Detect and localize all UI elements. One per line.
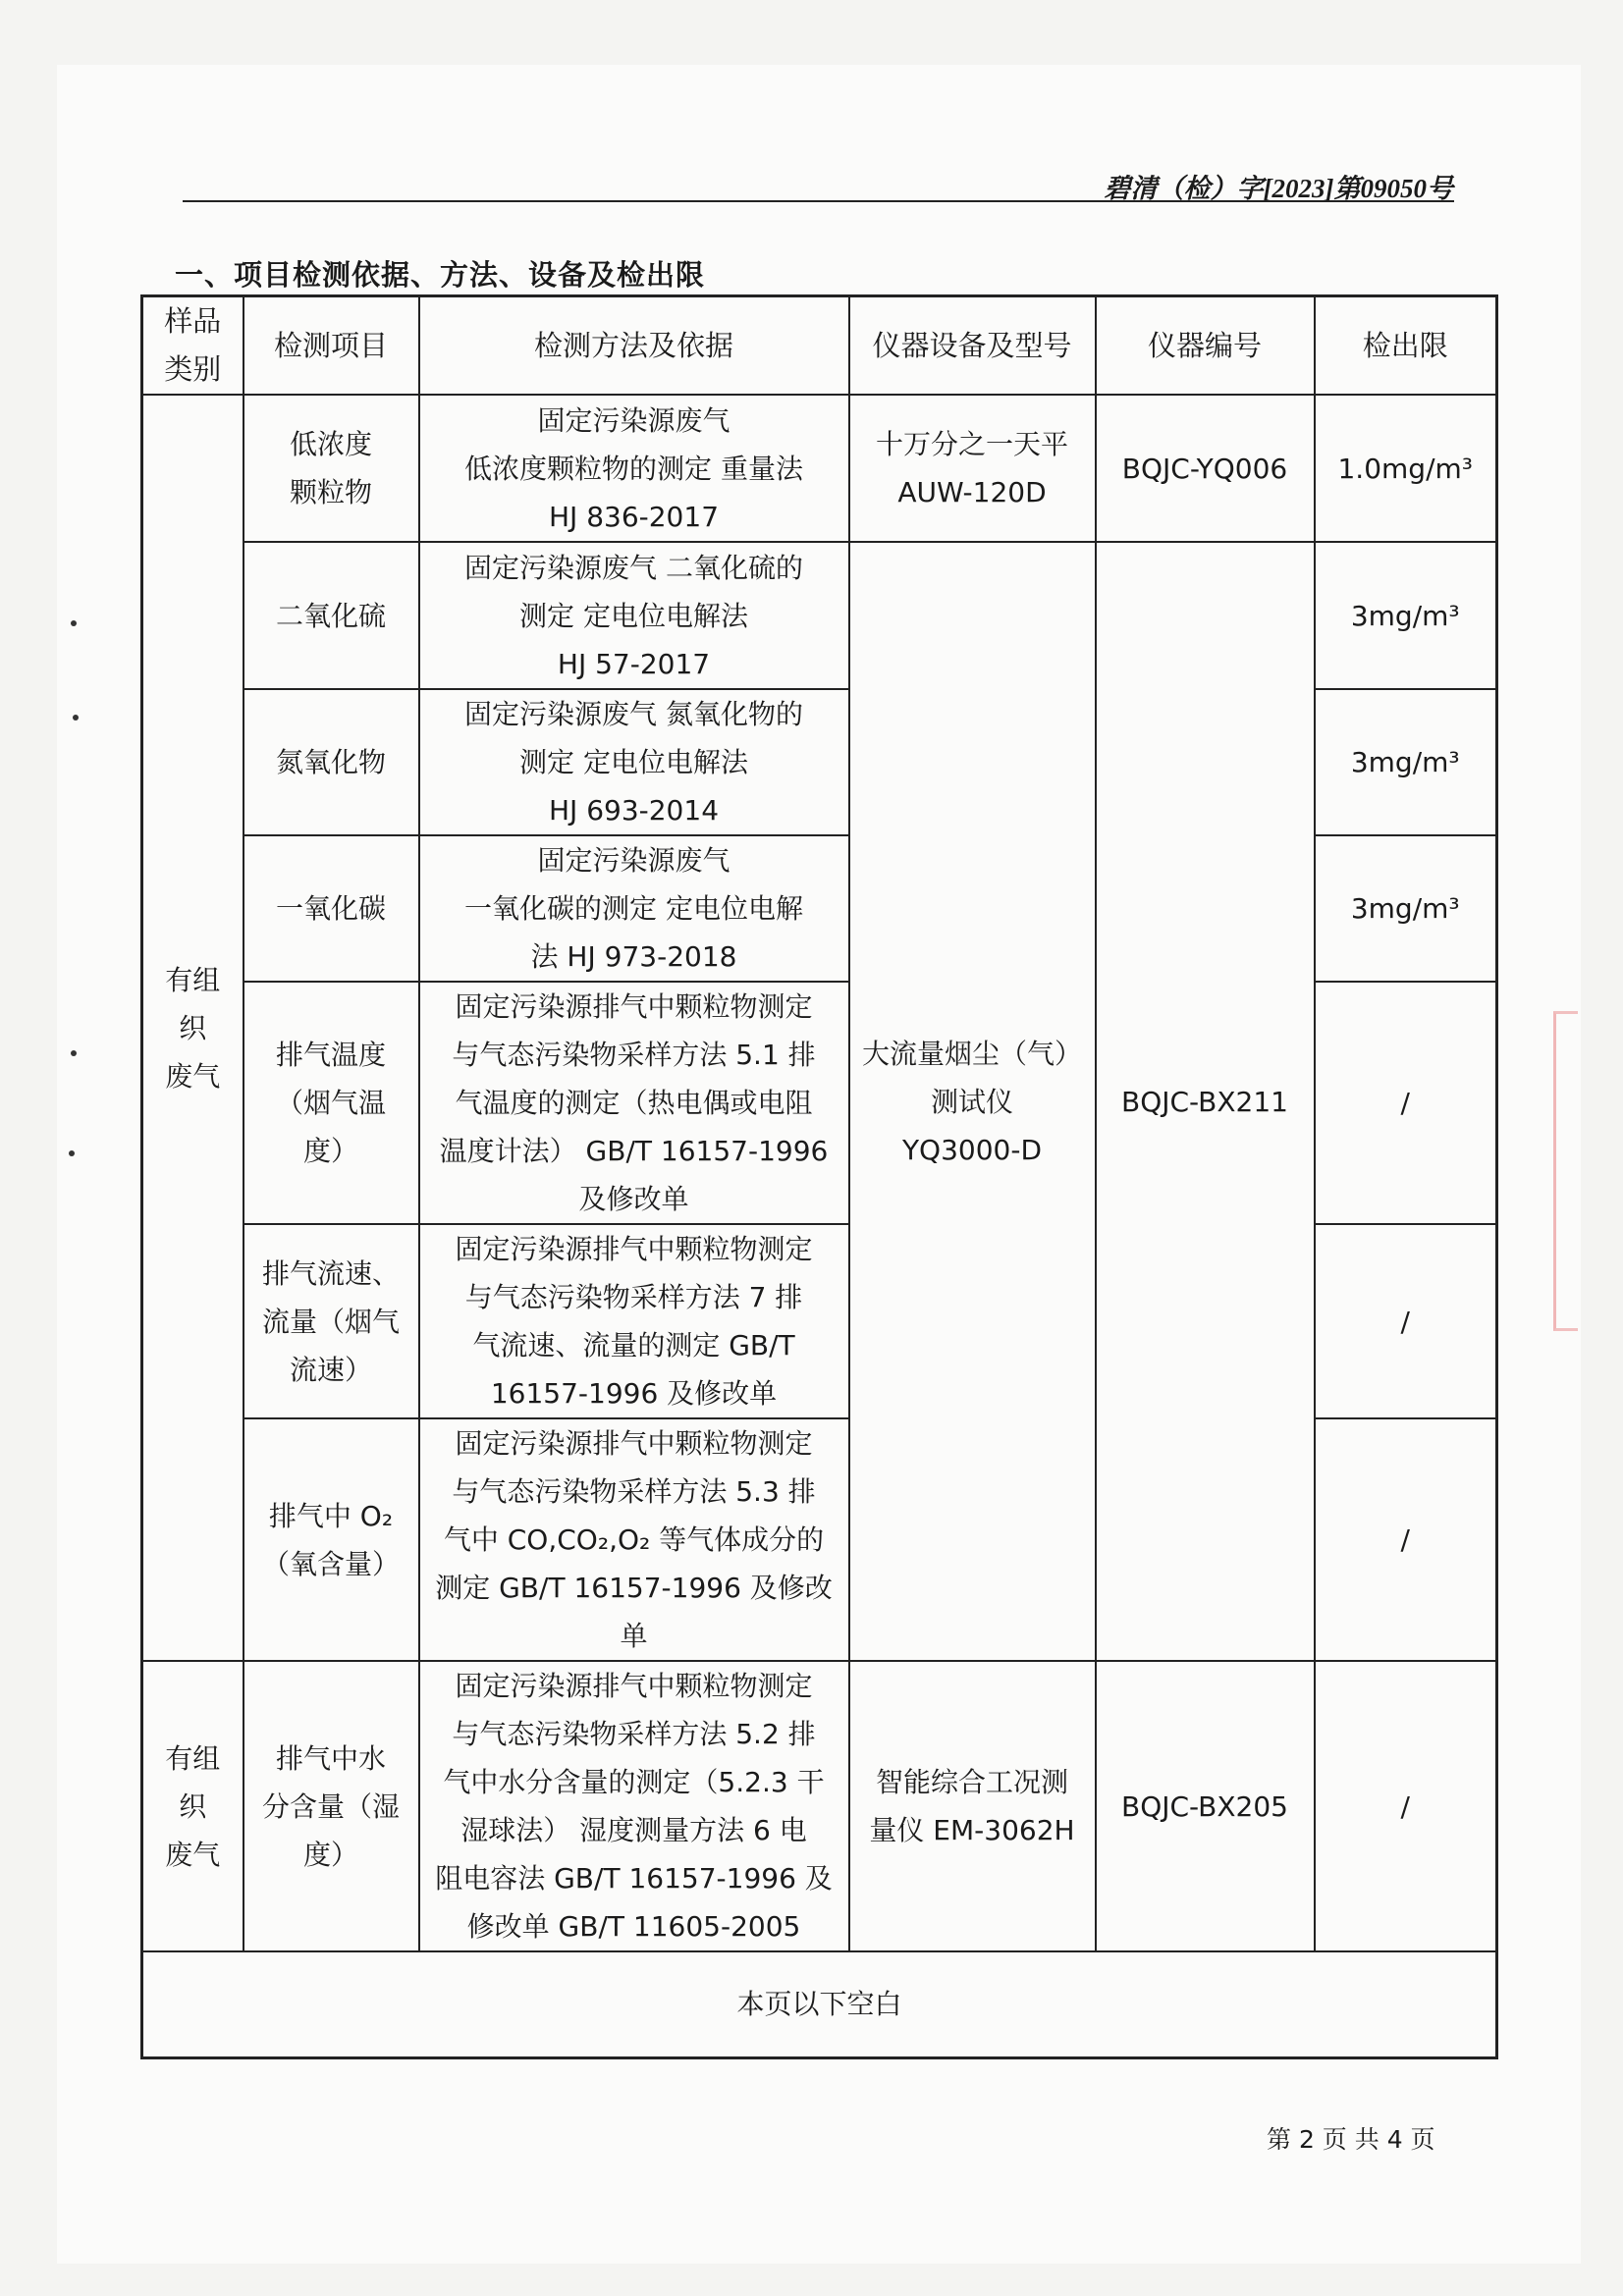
method-cell: 固定污染源废气 氮氧化物的 测定 定电位电解法 HJ 693-2014 — [419, 689, 849, 835]
sample-category-cell: 有组 织 废气 — [142, 1661, 243, 1951]
blank-note-row — [142, 1951, 1497, 2057]
method-cell: 固定污染源排气中颗粒物测定 与气态污染物采样方法 7 排 气流速、流量的测定 GB/T 16157-1996 及修改单 — [419, 1224, 849, 1418]
method-cell: 固定污染源排气中颗粒物测定 与气态污染物采样方法 5.2 排 气中水分含量的测定（5.2.3 干 湿球法） 湿度测量方法 6 电 阻电容法 GB/T 16157-1996 及 修改单 GB/T 11605-2005 — [419, 1661, 849, 1951]
test-item-cell: 氮氧化物 — [243, 689, 419, 835]
blank-note-cell: 本页以下空白 — [142, 1951, 1497, 2057]
detection-limit-cell: / — [1315, 1661, 1497, 1951]
scan-speck — [73, 715, 79, 721]
device-no-cell: BQJC-YQ006 — [1096, 395, 1315, 542]
page-number: 第 2 页 共 4 页 — [1267, 2125, 1435, 2154]
detection-limit-cell: 3mg/m³ — [1315, 689, 1497, 835]
device-cell: 十万分之一天平 AUW-120D — [849, 395, 1096, 542]
sample-category-cell: 有组 织 废气 — [142, 395, 243, 1661]
col-header-device-no: 仪器编号 — [1096, 296, 1315, 396]
detection-limit-cell: / — [1315, 982, 1497, 1224]
document-number: 碧清（检）字[2023]第09050号 — [1104, 174, 1453, 203]
test-item-cell: 排气温度 （烟气温 度） — [243, 982, 419, 1224]
table-header-row — [142, 296, 1497, 396]
method-cell: 固定污染源排气中颗粒物测定 与气态污染物采样方法 5.3 排 气中 CO,CO₂,O₂ 等气体成分的 测定 GB/T 16157-1996 及修改 单 — [419, 1418, 849, 1661]
test-item-cell: 一氧化碳 — [243, 835, 419, 982]
detection-limit-cell: / — [1315, 1224, 1497, 1418]
section-title: 一、项目检测依据、方法、设备及检出限 — [175, 258, 706, 292]
detection-table — [140, 294, 1498, 2059]
test-item-cell: 排气中 O₂ （氧含量） — [243, 1418, 419, 1661]
method-cell: 固定污染源废气 二氧化硫的 测定 定电位电解法 HJ 57-2017 — [419, 542, 849, 689]
col-header-sample-category: 样品 类别 — [142, 296, 243, 396]
method-cell: 固定污染源废气 低浓度颗粒物的测定 重量法 HJ 836-2017 — [419, 395, 849, 542]
col-header-device: 仪器设备及型号 — [849, 296, 1096, 396]
table-row — [142, 542, 1497, 689]
device-cell: 智能综合工况测 量仪 EM-3062H — [849, 1661, 1096, 1951]
test-item-cell: 排气中水 分含量（湿 度） — [243, 1661, 419, 1951]
seal-stamp-edge — [1553, 1011, 1578, 1331]
test-item-cell: 排气流速、 流量（烟气 流速） — [243, 1224, 419, 1418]
col-header-method: 检测方法及依据 — [419, 296, 849, 396]
scan-speck — [69, 1150, 75, 1156]
detection-limit-cell: 3mg/m³ — [1315, 542, 1497, 689]
scan-speck — [71, 620, 77, 626]
detection-limit-cell: 1.0mg/m³ — [1315, 395, 1497, 542]
method-cell: 固定污染源排气中颗粒物测定 与气态污染物采样方法 5.1 排 气温度的测定（热电偶或电阻 温度计法） GB/T 16157-1996 及修改单 — [419, 982, 849, 1224]
col-header-test-item: 检测项目 — [243, 296, 419, 396]
shared-device-cell: 大流量烟尘（气） 测试仪 YQ3000-D — [849, 542, 1096, 1661]
table-row — [142, 1661, 1497, 1951]
test-item-cell: 二氧化硫 — [243, 542, 419, 689]
header-rule — [183, 200, 1454, 202]
test-item-cell: 低浓度 颗粒物 — [243, 395, 419, 542]
method-cell: 固定污染源废气 一氧化碳的测定 定电位电解 法 HJ 973-2018 — [419, 835, 849, 982]
table-row — [142, 395, 1497, 542]
device-no-cell: BQJC-BX205 — [1096, 1661, 1315, 1951]
col-header-detection-limit: 检出限 — [1315, 296, 1497, 396]
detection-limit-cell: / — [1315, 1418, 1497, 1661]
shared-device-no-cell: BQJC-BX211 — [1096, 542, 1315, 1661]
detection-limit-cell: 3mg/m³ — [1315, 835, 1497, 982]
scan-speck — [71, 1050, 77, 1056]
